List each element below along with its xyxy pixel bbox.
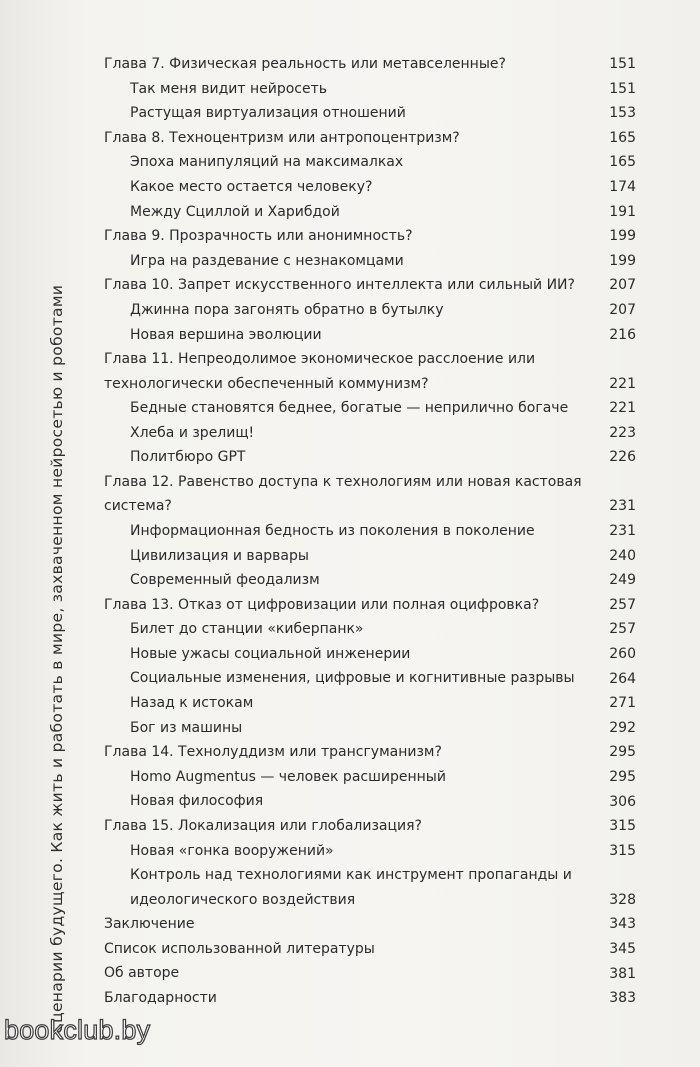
toc-subsection (104, 716, 636, 741)
toc-entry-title: Контроль над технологиями как инструмент пропаганды и идеологического воздействия (130, 867, 572, 908)
toc-entry-page: 260 (609, 645, 636, 662)
toc-entry-title: Между Сциллой и Харибдой (130, 203, 340, 220)
toc-entry-page: 257 (609, 596, 636, 613)
toc-chapter (104, 912, 636, 937)
toc-subsection (104, 765, 636, 790)
toc-entry-title: Новая вершина эволюции (130, 326, 322, 343)
toc-entry-title: Информационная бедность из поколения в поколение (130, 522, 535, 539)
toc-subsection (104, 839, 636, 864)
toc-entry-page: 343 (609, 916, 636, 933)
toc-chapter (104, 52, 636, 77)
toc-entry-title: Назад к истокам (130, 695, 254, 712)
toc-entry-page: 191 (609, 203, 636, 220)
toc-subsection (104, 642, 636, 667)
toc-chapter (104, 937, 636, 962)
toc-chapter (104, 986, 636, 1011)
toc-entry-page: 221 (609, 400, 636, 417)
toc-entry-title: Растущая виртуализация отношений (130, 105, 406, 122)
toc-entry-title: Новая философия (130, 793, 264, 810)
toc-entry-title: Современный феодализм (130, 572, 320, 589)
toc-entry-page: 328 (609, 891, 636, 908)
toc-entry-page: 153 (609, 105, 636, 122)
toc-subsection (104, 249, 636, 274)
toc-subsection (104, 421, 636, 446)
toc-entry-page: 315 (609, 842, 636, 859)
toc-entry-title: Какое место остается человеку? (130, 178, 373, 195)
toc-entry-title: Глава 8. Техноцентризм или антропоцентризм? (104, 129, 460, 146)
toc-chapter (104, 814, 636, 839)
toc-entry-page: 240 (609, 547, 636, 564)
toc-entry-page: 295 (609, 744, 636, 761)
toc-chapter (104, 961, 636, 986)
toc-entry-title: Бог из машины (130, 719, 243, 736)
toc-entry-title: Благодарности (104, 990, 217, 1006)
toc-entry-title: Цивилизация и варвары (130, 547, 309, 564)
toc-entry-page: 257 (609, 621, 636, 638)
toc-entry-title: Глава 9. Прозрачность или анонимность? (104, 228, 413, 245)
toc-subsection (104, 789, 636, 814)
toc-entry-page: 165 (609, 129, 636, 146)
toc-subsection (104, 323, 636, 348)
toc-entry-title: Глава 13. Отказ от цифровизации или полная оцифровка? (104, 596, 540, 613)
toc-entry-title: Эпоха манипуляций на максималках (130, 154, 404, 171)
toc-entry-page: 216 (609, 326, 636, 343)
toc-entry-page: 249 (609, 572, 636, 589)
toc-subsection (104, 568, 636, 593)
toc-entry-title: Заключение (104, 916, 195, 933)
toc-entry-page: 151 (609, 56, 636, 73)
toc-entry-page: 231 (609, 523, 636, 539)
toc-entry-title: Новые ужасы социальной инженерии (130, 645, 411, 662)
toc-chapter (104, 126, 636, 151)
toc-entry-page: 199 (609, 252, 636, 269)
toc-entry-page: 207 (609, 302, 636, 319)
toc-chapter (104, 740, 636, 765)
toc-entry-page: 226 (609, 449, 636, 466)
table-of-contents (104, 52, 636, 1011)
toc-subsection (104, 544, 636, 569)
toc-entry-page: 231 (609, 498, 636, 515)
toc-entry-title: Глава 14. Технолуддизм или трансгуманизм? (104, 744, 442, 761)
toc-entry-page: 207 (609, 277, 636, 294)
toc-entry-page: 306 (609, 793, 636, 810)
watermark: bookclub.by (4, 1015, 151, 1045)
toc-entry-title: Об авторе (104, 965, 180, 982)
toc-entry-title: Глава 11. Непреодолимое экономическое расслоение или технологически обеспеченный коммунизм? (104, 351, 536, 392)
toc-subsection (104, 445, 636, 470)
toc-entry-page: 174 (609, 179, 636, 196)
toc-entry-title: Так меня видит нейросеть (130, 80, 328, 97)
toc-entry-page: 264 (609, 670, 636, 687)
toc-subsection (104, 396, 636, 421)
toc-entry-title: Homo Augmentus — человек расширенный (130, 768, 446, 785)
toc-chapter (104, 224, 636, 249)
toc-entry-page: 151 (609, 80, 636, 97)
toc-chapter (104, 273, 636, 298)
toc-entry-page: 345 (609, 940, 636, 957)
toc-subsection (104, 666, 636, 691)
toc-subsection (104, 519, 636, 544)
toc-entry-title: Политбюро GPT (130, 449, 246, 466)
toc-subsection (104, 691, 636, 716)
toc-entry-title: Новая «гонка вооружений» (130, 842, 334, 859)
toc-entry-page: 165 (609, 154, 636, 171)
toc-entry-title: Глава 7. Физическая реальность или метавселенные? (104, 56, 506, 72)
toc-subsection (104, 101, 636, 126)
toc-entry-page: 295 (609, 768, 636, 785)
toc-entry-title: Хлеба и зрелищ! (130, 424, 255, 441)
toc-chapter (104, 593, 636, 618)
running-head-vertical: Сценарии будущего. Как жить и работать в мире, захваченном нейросетью и роботами (48, 284, 66, 1034)
toc-entry-page: 271 (609, 695, 636, 712)
toc-entry-title: Глава 10. Запрет искусственного интеллекта или сильный ИИ? (104, 277, 575, 294)
toc-entry-page: 199 (609, 228, 636, 245)
toc-entry-title: Социальные изменения, цифровые и когнитивные разрывы (130, 670, 575, 687)
toc-subsection (104, 863, 636, 912)
toc-subsection (104, 200, 636, 225)
toc-entry-page: 315 (609, 818, 636, 835)
toc-entry-title: Джинна пора загонять обратно в бутылку (130, 301, 444, 318)
toc-entry-title: Список использованной литературы (104, 940, 375, 957)
toc-entry-title: Глава 15. Локализация или глобализация? (104, 818, 422, 835)
toc-entry-title: Глава 12. Равенство доступа к технологиям или новая кастовая система? (104, 473, 582, 515)
toc-subsection (104, 617, 636, 642)
toc-subsection (104, 77, 636, 102)
toc-subsection (104, 298, 636, 323)
toc-chapter (104, 347, 636, 396)
toc-chapter (104, 470, 636, 519)
toc-entry-page: 221 (609, 375, 636, 392)
toc-entry-title: Билет до станции «киберпанк» (130, 621, 364, 638)
toc-entry-page: 381 (609, 965, 636, 982)
toc-entry-page: 292 (609, 719, 636, 736)
toc-subsection (104, 175, 636, 200)
toc-entry-title: Игра на раздевание с незнакомцами (130, 252, 404, 269)
toc-entry-title: Бедные становятся беднее, богатые — неприлично богаче (130, 400, 569, 417)
toc-entry-page: 383 (609, 990, 636, 1007)
toc-subsection (104, 150, 636, 175)
toc-entry-page: 223 (609, 424, 636, 441)
